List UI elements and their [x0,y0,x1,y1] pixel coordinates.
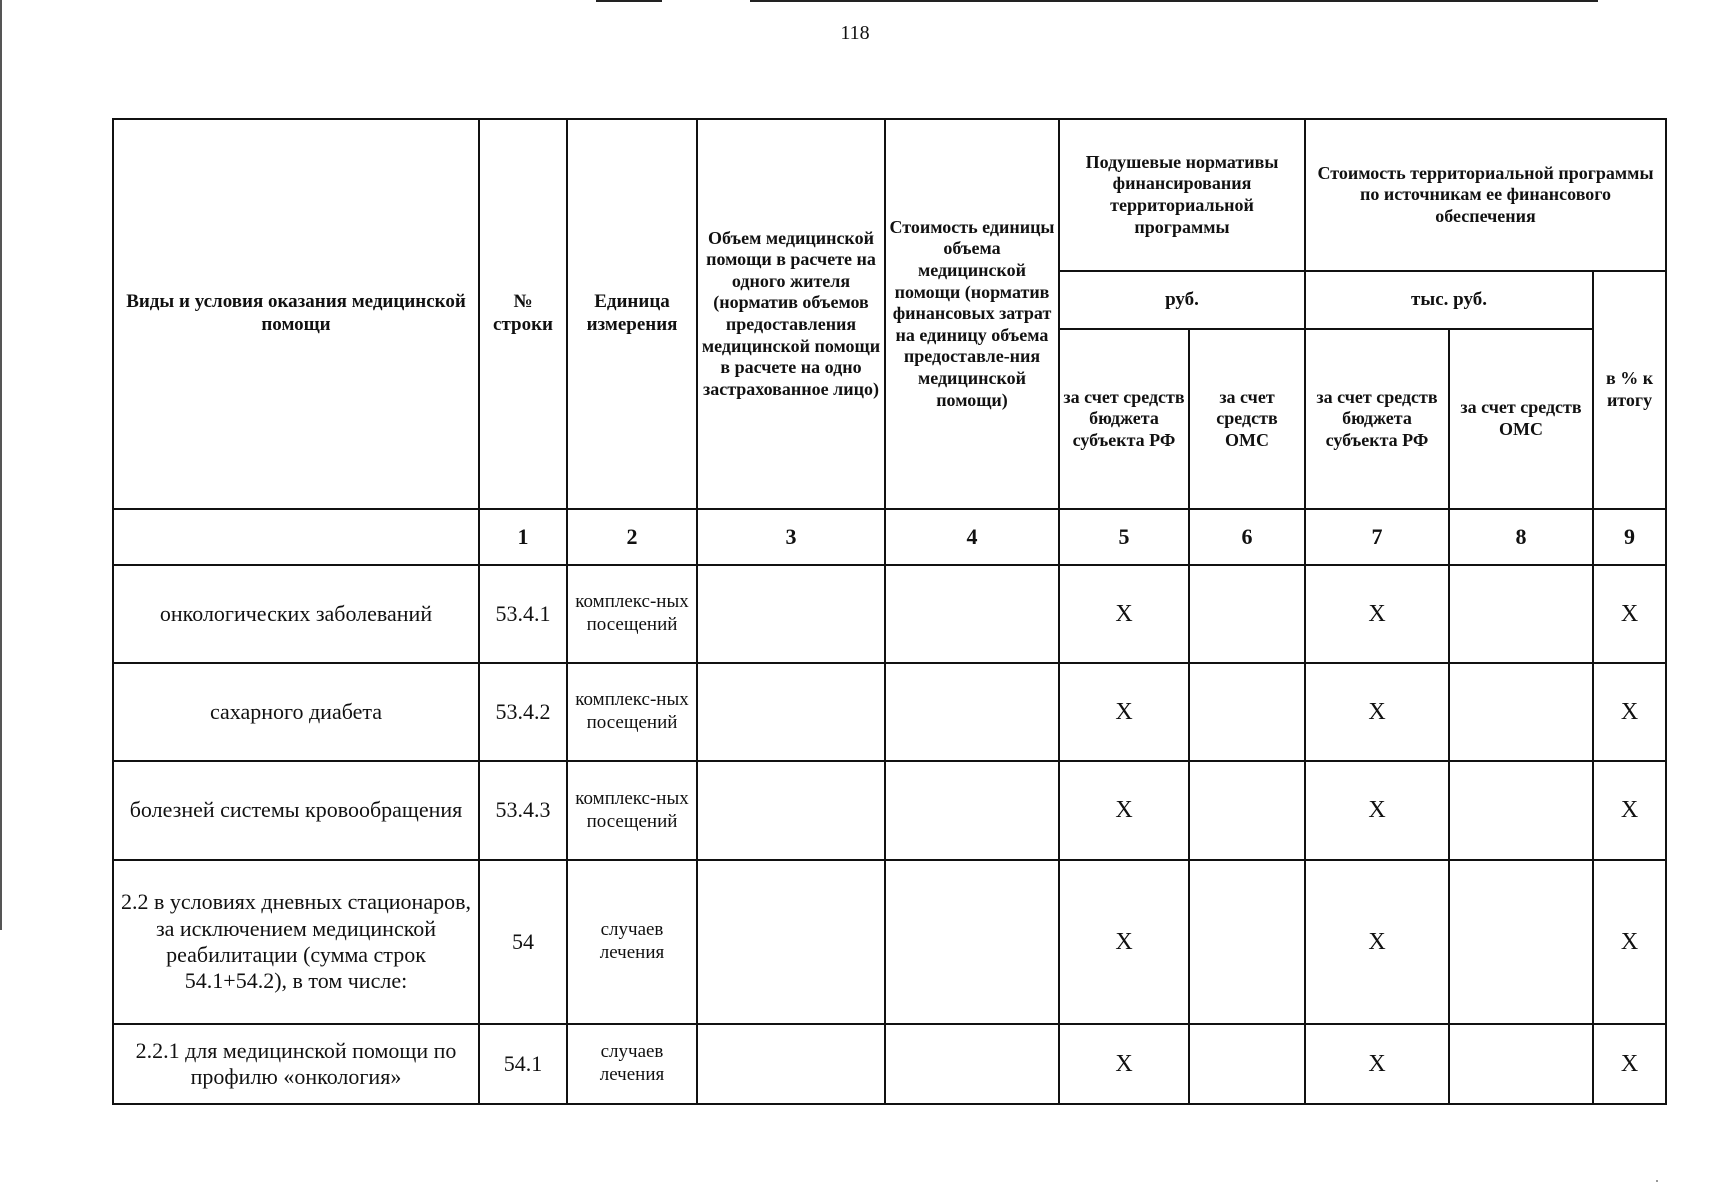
column-number: 5 [1059,509,1189,565]
header-oms-2: за счет средств ОМС [1449,329,1593,509]
row-name: онкологических заболеваний [113,565,479,663]
cell-unit-cost [885,860,1059,1024]
header-budget-rf: за счет средств бюджета субъекта РФ [1059,329,1189,509]
header-unit-thousand-rub: тыс. руб. [1305,271,1593,329]
column-number [113,509,479,565]
header-oms: за счет средств ОМС [1189,329,1305,509]
cell-volume [697,761,885,860]
row-unit: комплекс-ных посещений [567,761,697,860]
row-name: 2.2 в условиях дневных стационаров, за исключением медицинской реабилитации (сумма строк 54.1+54.2), в том числе: [113,860,479,1024]
row-name: болезней системы кровообращения [113,761,479,860]
header-row-number: № строки [479,119,567,509]
financing-table [112,118,1667,1105]
cell-budget-rf: X [1059,761,1189,860]
cell-budget-rf: X [1059,663,1189,761]
column-number: 2 [567,509,697,565]
top-rule-left [596,0,662,2]
cell-volume [697,860,885,1024]
cell-percent: X [1593,1024,1666,1104]
cell-oms [1189,761,1305,860]
table-row [113,565,1666,663]
column-number: 1 [479,509,567,565]
cell-unit-cost [885,1024,1059,1104]
row-number: 54.1 [479,1024,567,1104]
cell-budget-rf-2: X [1305,1024,1449,1104]
cell-unit-cost [885,663,1059,761]
cell-oms [1189,860,1305,1024]
cell-percent: X [1593,761,1666,860]
column-number-row [113,509,1666,565]
top-rule-right [750,0,1598,2]
row-number: 53.4.2 [479,663,567,761]
table-row [113,860,1666,1024]
cell-budget-rf-2: X [1305,663,1449,761]
row-number: 54 [479,860,567,1024]
header-type-of-care: Виды и условия оказания медицинской помощи [113,119,479,509]
cell-percent: X [1593,860,1666,1024]
row-unit: случаев лечения [567,1024,697,1104]
header-budget-rf-2: за счет средств бюджета субъекта РФ [1305,329,1449,509]
cell-budget-rf-2: X [1305,565,1449,663]
row-name: 2.2.1 для медицинской помощи по профилю «онкология» [113,1024,479,1104]
header-percent-total: в % к итогу [1593,271,1666,509]
table-row [113,1024,1666,1104]
header-unit-cost: Стоимость единицы объема медицинской помощи (норматив финансовых затрат на единицу объема предоставле-ния медицинской помощи) [885,119,1059,509]
cell-unit-cost [885,761,1059,860]
cell-oms-2 [1449,663,1593,761]
table-row [113,663,1666,761]
header-row-1 [113,119,1666,271]
cell-oms [1189,565,1305,663]
column-number: 3 [697,509,885,565]
column-number: 9 [1593,509,1666,565]
page-number: 118 [840,22,870,44]
row-unit: комплекс-ных посещений [567,663,697,761]
cell-percent: X [1593,565,1666,663]
cell-volume [697,1024,885,1104]
row-number: 53.4.1 [479,565,567,663]
scan-speck [1656,1180,1658,1182]
header-unit: Единица измерения [567,119,697,509]
header-program-cost: Стоимость территориальной программы по источникам ее финансового обеспечения [1305,119,1666,271]
cell-budget-rf: X [1059,565,1189,663]
header-volume: Объем медицинской помощи в расчете на одного жителя (норматив объемов предоставления медицинской помощи в расчете на одно застрахованное лицо) [697,119,885,509]
column-number: 8 [1449,509,1593,565]
cell-volume [697,565,885,663]
row-unit: случаев лечения [567,860,697,1024]
cell-percent: X [1593,663,1666,761]
cell-budget-rf: X [1059,860,1189,1024]
cell-oms-2 [1449,761,1593,860]
cell-unit-cost [885,565,1059,663]
cell-oms-2 [1449,860,1593,1024]
row-name: сахарного диабета [113,663,479,761]
cell-budget-rf: X [1059,1024,1189,1104]
cell-budget-rf-2: X [1305,860,1449,1024]
cell-oms-2 [1449,1024,1593,1104]
cell-oms [1189,1024,1305,1104]
left-margin-rule [0,0,2,930]
cell-volume [697,663,885,761]
row-unit: комплекс-ных посещений [567,565,697,663]
cell-budget-rf-2: X [1305,761,1449,860]
header-per-capita-norms: Подушевые нормативы финансирования территориальной программы [1059,119,1305,271]
cell-oms [1189,663,1305,761]
header-unit-rub: руб. [1059,271,1305,329]
column-number: 4 [885,509,1059,565]
row-number: 53.4.3 [479,761,567,860]
table-row [113,761,1666,860]
column-number: 6 [1189,509,1305,565]
cell-oms-2 [1449,565,1593,663]
column-number: 7 [1305,509,1449,565]
